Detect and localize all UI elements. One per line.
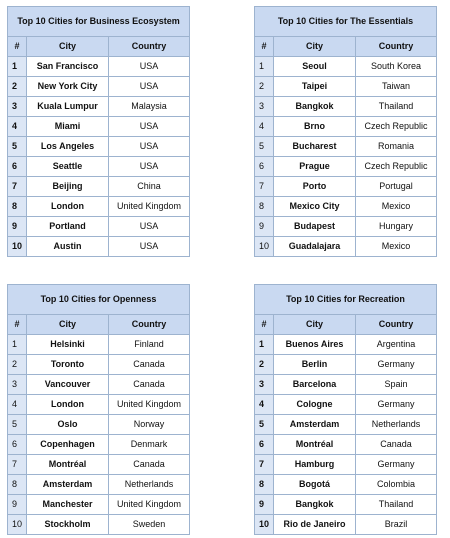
country-cell: Canada <box>109 375 190 395</box>
rank-cell: 4 <box>255 395 274 415</box>
rank-cell: 2 <box>8 77 27 97</box>
table-row <box>8 77 190 97</box>
city-cell: Budapest <box>274 217 356 237</box>
city-cell: Copenhagen <box>27 435 109 455</box>
table-row <box>255 475 437 495</box>
rank-cell: 2 <box>255 355 274 375</box>
table-title: Top 10 Cities for Openness <box>8 285 190 315</box>
country-cell: China <box>109 177 190 197</box>
table-row <box>255 197 437 217</box>
rank-column-header: # <box>8 37 27 57</box>
ranking-table <box>7 284 190 535</box>
rank-cell: 2 <box>8 355 27 375</box>
city-cell: Cologne <box>274 395 356 415</box>
table-row <box>255 335 437 355</box>
table-panel-business-ecosystem <box>7 6 189 257</box>
city-cell: Manchester <box>27 495 109 515</box>
city-cell: London <box>27 395 109 415</box>
country-cell: USA <box>109 77 190 97</box>
city-cell: Taipei <box>274 77 356 97</box>
country-cell: Netherlands <box>109 475 190 495</box>
table-title: Top 10 Cities for Recreation <box>255 285 437 315</box>
city-cell: Porto <box>274 177 356 197</box>
city-cell: Berlin <box>274 355 356 375</box>
table-row <box>255 415 437 435</box>
city-cell: Barcelona <box>274 375 356 395</box>
country-cell: United Kingdom <box>109 395 190 415</box>
city-cell: Bangkok <box>274 495 356 515</box>
rank-cell: 8 <box>8 197 27 217</box>
country-cell: Mexico <box>356 237 437 257</box>
country-cell: Netherlands <box>356 415 437 435</box>
table-row <box>8 237 190 257</box>
rank-cell: 4 <box>8 117 27 137</box>
country-cell: Mexico <box>356 197 437 217</box>
rank-cell: 5 <box>255 415 274 435</box>
table-row <box>8 197 190 217</box>
country-cell: Germany <box>356 395 437 415</box>
table-row <box>255 495 437 515</box>
table-row <box>255 355 437 375</box>
rank-cell: 8 <box>255 197 274 217</box>
table-row <box>8 355 190 375</box>
city-cell: San Francisco <box>27 57 109 77</box>
table-row <box>8 435 190 455</box>
country-cell: Spain <box>356 375 437 395</box>
rank-cell: 4 <box>8 395 27 415</box>
country-cell: Norway <box>109 415 190 435</box>
country-cell: Sweden <box>109 515 190 535</box>
country-cell: South Korea <box>356 57 437 77</box>
country-cell: USA <box>109 157 190 177</box>
country-cell: Czech Republic <box>356 117 437 137</box>
rank-cell: 5 <box>255 137 274 157</box>
city-cell: Portland <box>27 217 109 237</box>
rank-cell: 10 <box>8 515 27 535</box>
ranking-table <box>7 6 190 257</box>
country-cell: Colombia <box>356 475 437 495</box>
rank-cell: 7 <box>8 177 27 197</box>
rank-cell: 3 <box>8 375 27 395</box>
table-row <box>255 137 437 157</box>
table-row <box>255 117 437 137</box>
country-cell: Hungary <box>356 217 437 237</box>
rank-cell: 9 <box>8 495 27 515</box>
rank-cell: 10 <box>255 515 274 535</box>
table-row <box>8 97 190 117</box>
country-cell: USA <box>109 237 190 257</box>
country-column-header: Country <box>356 37 437 57</box>
country-cell: Malaysia <box>109 97 190 117</box>
city-cell: Seattle <box>27 157 109 177</box>
rank-cell: 1 <box>255 335 274 355</box>
city-cell: Montréal <box>274 435 356 455</box>
city-cell: Guadalajara <box>274 237 356 257</box>
ranking-table <box>254 6 437 257</box>
table-row <box>255 455 437 475</box>
table-row <box>8 57 190 77</box>
country-cell: Germany <box>356 355 437 375</box>
table-row <box>8 375 190 395</box>
city-cell: Bangkok <box>274 97 356 117</box>
country-cell: Brazil <box>356 515 437 535</box>
city-cell: Helsinki <box>27 335 109 355</box>
country-cell: Romania <box>356 137 437 157</box>
ranking-table <box>254 284 437 535</box>
table-title: Top 10 Cities for Business Ecosystem <box>8 7 190 37</box>
table-panel-recreation <box>254 284 436 535</box>
table-row <box>255 375 437 395</box>
rank-cell: 10 <box>8 237 27 257</box>
rank-cell: 7 <box>8 455 27 475</box>
country-cell: Denmark <box>109 435 190 455</box>
city-cell: Brno <box>274 117 356 137</box>
city-cell: Amsterdam <box>274 415 356 435</box>
city-cell: Buenos Aires <box>274 335 356 355</box>
table-panel-the-essentials <box>254 6 436 257</box>
country-cell: Argentina <box>356 335 437 355</box>
table-row <box>8 157 190 177</box>
country-cell: Finland <box>109 335 190 355</box>
city-cell: Mexico City <box>274 197 356 217</box>
table-row <box>255 435 437 455</box>
table-row <box>8 395 190 415</box>
city-cell: Seoul <box>274 57 356 77</box>
city-cell: Toronto <box>27 355 109 375</box>
city-cell: Stockholm <box>27 515 109 535</box>
city-cell: Miami <box>27 117 109 137</box>
rank-cell: 1 <box>8 57 27 77</box>
city-cell: London <box>27 197 109 217</box>
rank-cell: 3 <box>8 97 27 117</box>
rank-cell: 6 <box>8 157 27 177</box>
rank-cell: 5 <box>8 137 27 157</box>
city-column-header: City <box>27 315 109 335</box>
table-row <box>8 475 190 495</box>
rank-cell: 9 <box>255 217 274 237</box>
table-row <box>8 335 190 355</box>
country-cell: USA <box>109 137 190 157</box>
country-cell: USA <box>109 217 190 237</box>
rank-column-header: # <box>8 315 27 335</box>
rank-cell: 4 <box>255 117 274 137</box>
city-cell: Hamburg <box>274 455 356 475</box>
table-row <box>255 217 437 237</box>
table-row <box>255 395 437 415</box>
country-cell: Thailand <box>356 495 437 515</box>
rank-cell: 3 <box>255 375 274 395</box>
city-column-header: City <box>27 37 109 57</box>
table-title: Top 10 Cities for The Essentials <box>255 7 437 37</box>
rank-cell: 8 <box>255 475 274 495</box>
table-row <box>255 57 437 77</box>
city-cell: Beijing <box>27 177 109 197</box>
rank-cell: 5 <box>8 415 27 435</box>
country-cell: Taiwan <box>356 77 437 97</box>
city-cell: Montréal <box>27 455 109 475</box>
table-row <box>8 217 190 237</box>
country-cell: Thailand <box>356 97 437 117</box>
rank-cell: 3 <box>255 97 274 117</box>
country-cell: United Kingdom <box>109 495 190 515</box>
country-cell: Canada <box>356 435 437 455</box>
rank-cell: 8 <box>8 475 27 495</box>
table-panel-openness <box>7 284 189 535</box>
country-column-header: Country <box>109 315 190 335</box>
table-row <box>8 495 190 515</box>
country-cell: Portugal <box>356 177 437 197</box>
rank-cell: 9 <box>255 495 274 515</box>
table-row <box>8 177 190 197</box>
country-cell: Germany <box>356 455 437 475</box>
country-column-header: Country <box>109 37 190 57</box>
city-cell: New York City <box>27 77 109 97</box>
rank-cell: 1 <box>8 335 27 355</box>
city-cell: Oslo <box>27 415 109 435</box>
rank-cell: 6 <box>8 435 27 455</box>
rank-column-header: # <box>255 37 274 57</box>
table-row <box>255 515 437 535</box>
table-row <box>255 237 437 257</box>
rank-cell: 7 <box>255 455 274 475</box>
country-cell: United Kingdom <box>109 197 190 217</box>
rank-cell: 9 <box>8 217 27 237</box>
table-row <box>8 117 190 137</box>
city-cell: Bogotá <box>274 475 356 495</box>
city-cell: Austin <box>27 237 109 257</box>
rank-cell: 6 <box>255 435 274 455</box>
city-cell: Bucharest <box>274 137 356 157</box>
table-row <box>8 137 190 157</box>
country-column-header: Country <box>356 315 437 335</box>
country-cell: Czech Republic <box>356 157 437 177</box>
rank-cell: 7 <box>255 177 274 197</box>
city-cell: Los Angeles <box>27 137 109 157</box>
rank-column-header: # <box>255 315 274 335</box>
country-cell: USA <box>109 117 190 137</box>
rank-cell: 1 <box>255 57 274 77</box>
table-row <box>255 177 437 197</box>
city-column-header: City <box>274 37 356 57</box>
table-row <box>255 157 437 177</box>
rank-cell: 2 <box>255 77 274 97</box>
table-row <box>8 515 190 535</box>
table-row <box>8 415 190 435</box>
table-row <box>8 455 190 475</box>
city-cell: Prague <box>274 157 356 177</box>
rank-cell: 6 <box>255 157 274 177</box>
country-cell: USA <box>109 57 190 77</box>
table-row <box>255 97 437 117</box>
city-cell: Rio de Janeiro <box>274 515 356 535</box>
country-cell: Canada <box>109 355 190 375</box>
city-column-header: City <box>274 315 356 335</box>
city-cell: Kuala Lumpur <box>27 97 109 117</box>
city-cell: Amsterdam <box>27 475 109 495</box>
rank-cell: 10 <box>255 237 274 257</box>
country-cell: Canada <box>109 455 190 475</box>
table-row <box>255 77 437 97</box>
city-cell: Vancouver <box>27 375 109 395</box>
